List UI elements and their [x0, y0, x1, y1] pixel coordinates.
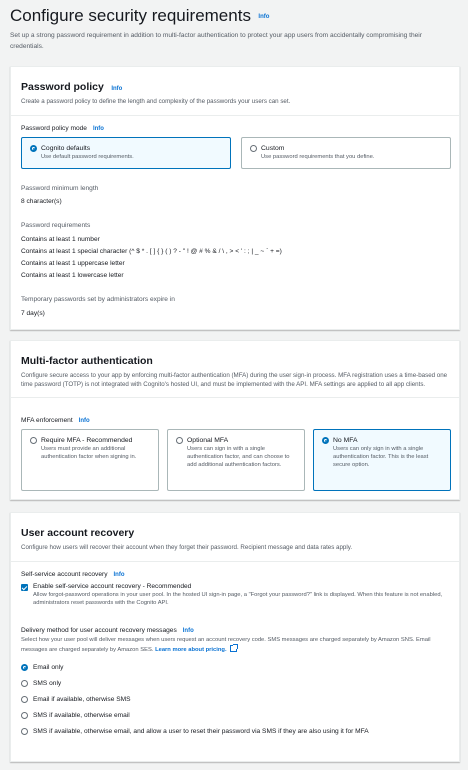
self-service-label: Self-service account recovery Info [21, 571, 125, 578]
no-mfa-option[interactable] [313, 429, 451, 491]
option-title: Require MFA - Recommended [41, 437, 133, 444]
radio-unselected-icon [21, 712, 28, 719]
mfa-panel [10, 340, 460, 500]
require-mfa-option[interactable] [21, 429, 159, 491]
radio-unselected-icon [21, 680, 28, 687]
option-description: Users must provide an additional authentication factor when signing in. [41, 446, 137, 460]
requirement-item: Contains at least 1 number [21, 236, 100, 243]
password-policy-panel [10, 66, 460, 330]
pricing-link[interactable]: Learn more about pricing. [155, 646, 227, 653]
password-policy-mode-info-link[interactable]: Info [92, 126, 104, 132]
option-title: Cognito defaults [41, 145, 91, 152]
option-title: No MFA [333, 437, 358, 444]
requirement-item: Contains at least 1 uppercase letter [21, 260, 125, 267]
recovery-title: User account recovery [21, 527, 135, 539]
password-policy-info-link[interactable]: Info [111, 86, 123, 92]
radio-selected-icon [21, 664, 28, 671]
delivery-option-sms-otherwise-email[interactable]: SMS if available, otherwise email [21, 709, 369, 721]
panel-header [11, 513, 459, 562]
delivery-option-email-otherwise-sms[interactable]: Email if available, otherwise SMS [21, 693, 369, 705]
delivery-method-info-link[interactable]: Info [182, 628, 194, 634]
checkbox-checked-icon[interactable] [21, 584, 28, 591]
radio-unselected-icon [21, 696, 28, 703]
page-description: Set up a strong password requirement in addition to multi-factor authentication to protect your app users from accidentally compromising their credentials. [10, 32, 422, 50]
radio-unselected-icon [21, 728, 28, 735]
custom-option[interactable] [241, 137, 451, 169]
option-title: Optional MFA [187, 437, 229, 444]
delivery-option-sms-only[interactable]: SMS only [21, 677, 369, 689]
panel-header [11, 67, 459, 116]
requirement-item: Contains at least 1 lowercase letter [21, 272, 124, 279]
temp-password-value: 7 day(s) [21, 310, 45, 317]
radio-unselected-icon [176, 437, 183, 444]
external-link-icon [230, 645, 237, 652]
delivery-option-email-only[interactable]: Email only [21, 661, 369, 673]
requirements-list [21, 234, 282, 282]
mfa-title: Multi-factor authentication [21, 355, 153, 367]
temp-password-label: Temporary passwords set by administrators expire in [21, 296, 175, 303]
optional-mfa-option[interactable] [167, 429, 305, 491]
delivery-option-sms-mfa-reset[interactable]: SMS if available, otherwise email, and allow a user to reset their password via SMS if they are also using it for MFA [21, 725, 369, 737]
self-service-checkbox-row[interactable] [21, 583, 451, 608]
recovery-description: Configure how users will recover their account when they forget their password. Recipient message and data rates apply. [21, 544, 353, 551]
page-header [10, 6, 460, 52]
radio-unselected-icon [30, 437, 37, 444]
radio-unselected-icon [250, 145, 257, 152]
checkbox-description: Allow forgot-password operations in your user pool. In the hosted UI sign-in page, a "Forgot your password?" link is displayed. When this feature is not enabled, administrators reset passwords with the Cognito API. [33, 592, 443, 606]
cognito-defaults-option[interactable] [21, 137, 231, 169]
password-policy-description: Create a password policy to define the length and complexity of the passwords your users can set. [21, 98, 291, 105]
page-title: Configure security requirements [10, 6, 251, 25]
radio-selected-icon [322, 437, 329, 444]
requirements-label: Password requirements [21, 222, 91, 229]
min-length-value: 8 character(s) [21, 198, 62, 205]
panel-header [11, 341, 459, 398]
min-length-label: Password minimum length [21, 185, 99, 192]
option-description: Use password requirements that you define. [261, 154, 375, 160]
self-service-info-link[interactable]: Info [113, 572, 125, 578]
delivery-method-description: Select how your user pool will deliver messages when users request an account recovery code. SMS messages are charged separately by Amazon SNS. Email messages are charged separately by Amazon SES. Learn more about pricing. [21, 637, 431, 653]
option-description: Users can only sign in with a single authentication factor. This is the least secure option. [333, 446, 429, 468]
option-title: Custom [261, 145, 285, 152]
option-description: Use default password requirements. [41, 154, 134, 160]
page-info-link[interactable]: Info [258, 14, 270, 20]
mfa-description: Configure secure access to your app by enforcing multi-factor authentication (MFA) during the user sign-in process. MFA registration uses a time-based one time password (TOTP) is not integrated with Cognito's hosted UI, and must be implemented with the API. MFA settings are applied to all app clients. [21, 372, 448, 388]
mfa-enforcement-info-link[interactable]: Info [78, 418, 90, 424]
mfa-enforcement-label: MFA enforcement Info [21, 417, 90, 424]
password-policy-title: Password policy [21, 81, 104, 93]
account-recovery-panel [10, 512, 460, 762]
password-policy-mode-label: Password policy mode Info [21, 125, 104, 132]
delivery-method-label: Delivery method for user account recovery messages Info [21, 627, 194, 634]
requirement-item: Contains at least 1 special character (^ $ * . [ ] { } ( ) ? - " ! @ # % & / \ , > < ' : ; | _ ~ ` + =) [21, 248, 282, 255]
delivery-options [21, 661, 369, 737]
option-description: Users can sign in with a single authentication factor, and can choose to add additional authentication factors. [187, 446, 290, 468]
checkbox-label: Enable self-service account recovery - Recommended [33, 583, 192, 590]
radio-selected-icon [30, 145, 37, 152]
